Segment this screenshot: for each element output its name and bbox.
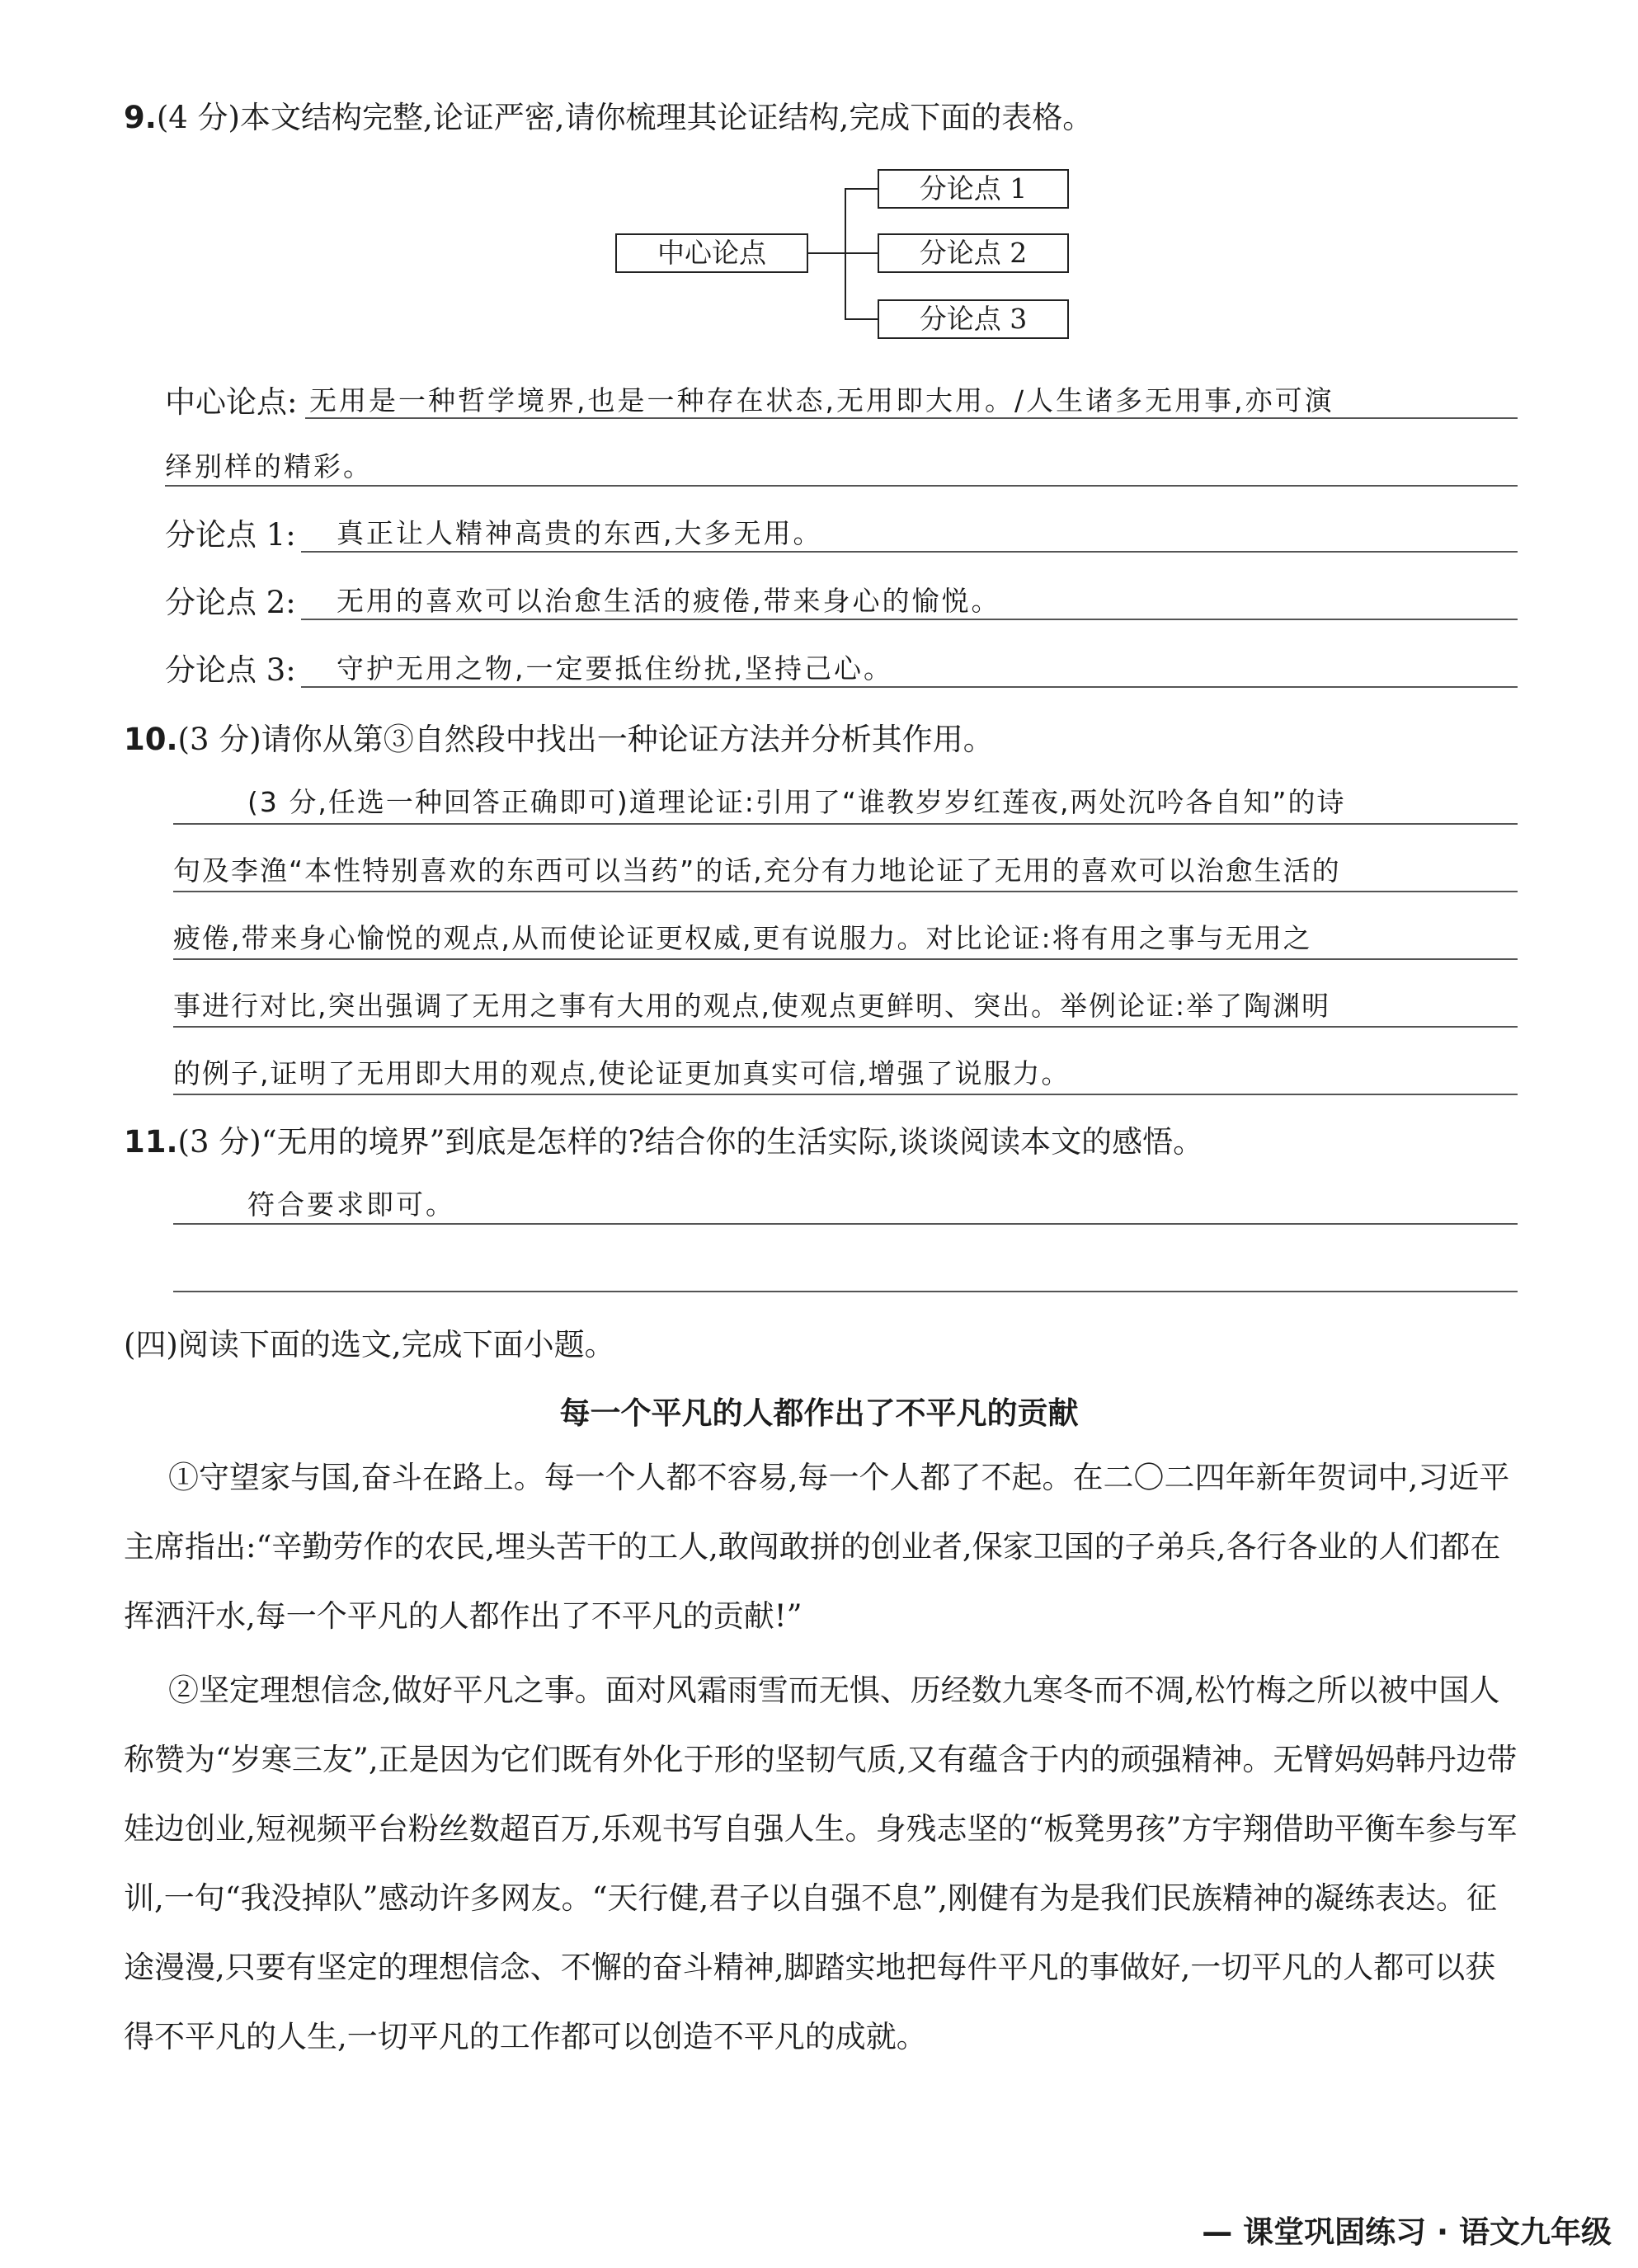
connector-branch-1 [845,188,878,190]
article-title: 每一个平凡的人都作出了不平凡的贡献 [559,1395,1079,1431]
connector-main [807,252,846,254]
sub-argument-2-answer: 无用的喜欢可以治愈生活的疲倦,带来身心的愉悦。 [337,585,1001,617]
question-10-text: (3 分)请你从第③自然段中找出一种论证方法并分析其作用。 [177,722,994,757]
answer-line [305,417,1518,419]
connector-vertical [845,188,846,320]
center-argument-answer-line-2: 绎别样的精彩。 [165,450,373,482]
q10-answer-line-3: 疲倦,带来身心愉悦的观点,从而使论证更权威,更有说服力。对比论证:将有用之事与无用之 [173,922,1312,954]
article-paragraph-1: ①守望家与国,奋斗在路上。每一个人都不容易,每一个人都了不起。在二〇二四年新年贺词中,习近平主席指出:“辛勤劳作的农民,埋头苦干的工人,敢闯敢拼的创业者,保家卫国的子弟兵,各行各业的人们都在挥洒汗水,每一个平凡的人都作出了不平凡的贡献!” [124,1460,1510,1634]
answer-line [173,1223,1518,1225]
answer-line [301,619,1518,620]
question-10 [124,714,994,759]
question-11-text: (3 分)“无用的境界”到底是怎样的?结合你的生活实际,谈谈阅读本文的感悟。 [177,1124,1204,1160]
answer-line [173,891,1518,892]
answer-line [173,1291,1518,1292]
question-11-number: 11. [124,1124,178,1160]
answer-line [301,686,1518,688]
sub-argument-1-answer: 真正让人精神高贵的东西,大多无用。 [337,517,823,549]
question-10-number: 10. [124,722,178,757]
answer-line [301,551,1518,553]
connector-branch-2 [845,252,878,254]
page-footer: — 课堂巩固练习 · 语文九年级 [1202,2214,1612,2250]
q10-answer-line-2: 句及李渔“本性特别喜欢的东西可以当药”的话,充分有力地论证了无用的喜欢可以治愈生活的 [173,854,1341,887]
center-argument-label: 中心论点: [165,384,298,420]
section-4-intro: (四)阅读下面的选文,完成下面小题。 [124,1327,615,1362]
connector-branch-3 [845,318,878,320]
center-argument-answer-line-1: 无用是一种哲学境界,也是一种存在状态,无用即大用。/人生诸多无用事,亦可演 [309,384,1334,416]
question-9-text: (4 分)本文结构完整,论证严密,请你梳理其论证结构,完成下面的表格。 [156,100,1094,135]
q10-answer-line-4: 事进行对比,突出强调了无用之事有大用的观点,使观点更鲜明、突出。举例论证:举了陶渊明 [173,990,1331,1022]
article-paragraph-2: ②坚定理想信念,做好平凡之事。面对风霜雨雪而无惧、历经数九寒冬而不凋,松竹梅之所以被中国人称赞为“岁寒三友”,正是因为它们既有外化于形的坚韧气质,又有蕴含于内的顽强精神。无臂妈妈韩丹边带娃边创业,短视频平台粉丝数超百万,乐观书写自强人生。身残志坚的“板凳男孩”方宇翔借助平衡车参与军训,一句“我没掉队”感动许多网友。“天行健,君子以自强不息”,刚健有为是我们民族精神的凝练表达。征途漫漫,只要有坚定的理想信念、不懈的奋斗精神,脚踏实地把每件平凡的事做好,一切平凡的人都可以获得不平凡的人生,一切平凡的工作都可以创造不平凡的成就。 [124,1673,1518,2054]
q10-answer-line-1: (3 分,任选一种回答正确即可)道理论证:引用了“谁教岁岁红莲夜,两处沉吟各自知”的诗 [247,786,1346,818]
sub-argument-2-label: 分论点 2: [165,585,296,620]
question-9-number: 9. [124,100,157,135]
question-9 [124,92,1093,137]
answer-line [173,1094,1518,1095]
sub-argument-box-1: 分论点 1 [878,169,1069,209]
sub-argument-3-answer: 守护无用之物,一定要抵住纷扰,坚持己心。 [337,652,893,685]
answer-line [173,823,1518,825]
article-body [124,1443,1518,2072]
question-11 [124,1117,1203,1161]
q10-answer-line-5: 的例子,证明了无用即大用的观点,使论证更加真实可信,增强了说服力。 [173,1057,1071,1089]
sub-argument-box-3: 分论点 3 [878,299,1069,339]
answer-line [165,485,1518,487]
sub-argument-3-label: 分论点 3: [165,652,296,688]
sub-argument-box-2: 分论点 2 [878,233,1069,273]
answer-line [173,1026,1518,1028]
sub-argument-1-label: 分论点 1: [165,517,296,553]
answer-line [173,958,1518,960]
q11-answer: 符合要求即可。 [247,1188,455,1221]
center-argument-box: 中心论点 [615,233,808,273]
